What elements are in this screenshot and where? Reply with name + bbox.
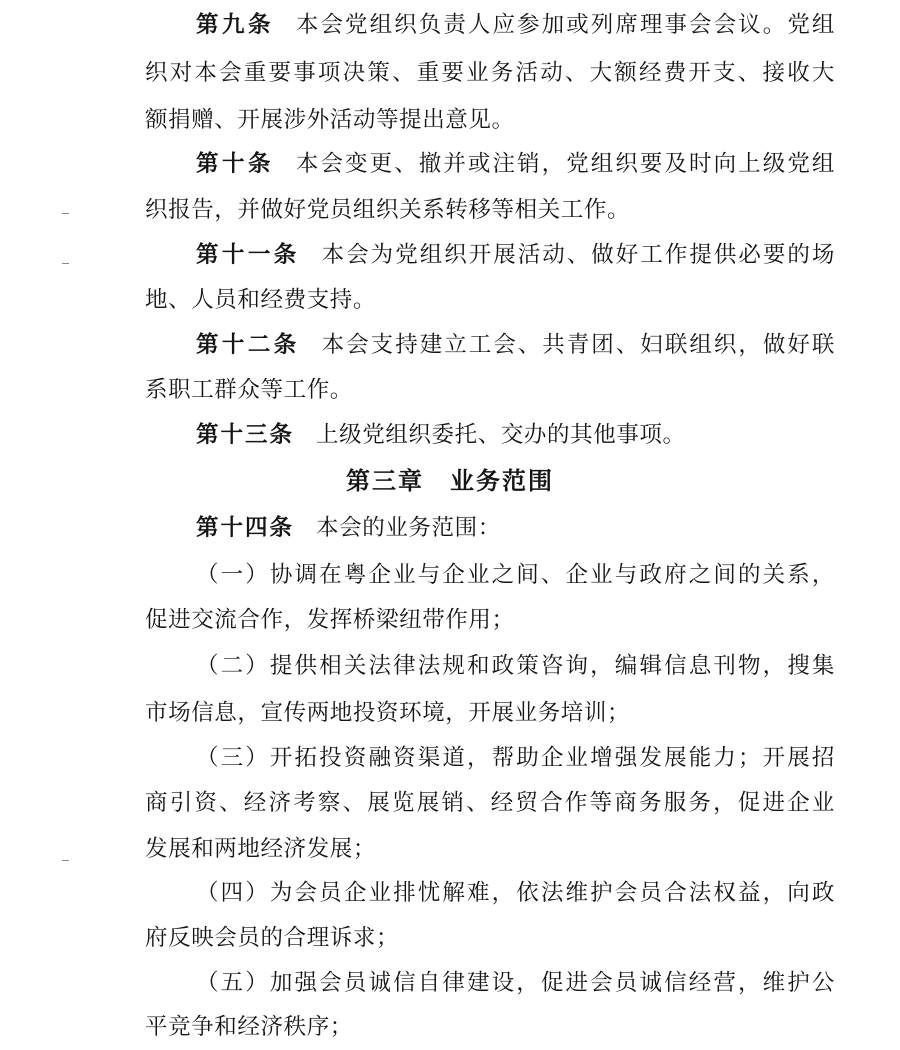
article-11-line-1: [196, 232, 835, 278]
article-10-text-2: 织报告，并做好党员组织关系转移等相关工作。: [145, 197, 631, 223]
scope-item-1-line-1: [196, 552, 835, 598]
margin-mark: [62, 263, 69, 264]
article-11-label: 第十一条: [196, 242, 300, 268]
article-9-text-1: 本会党组织负责人应参加或列席理事会会议。党组: [295, 12, 835, 38]
scope-item-3-line-3: [145, 826, 835, 872]
article-10-line-2: [145, 187, 835, 233]
article-12-line-1: [196, 322, 835, 368]
article-12-text-2: 系职工群众等工作。: [145, 377, 353, 403]
article-9-line-2: [145, 50, 835, 96]
article-9-line-3: [145, 97, 835, 143]
article-10-text-1: 本会变更、撤并或注销，党组织要及时向上级党组: [295, 151, 835, 177]
article-10-label: 第十条: [196, 151, 274, 177]
scope-item-3-line-1: [196, 735, 835, 781]
article-13-text-1: 上级党组织委托、交办的其他事项。: [316, 422, 686, 448]
article-9-text-2: 织对本会重要事项决策、重要业务活动、大额经费开支、接收大: [145, 60, 835, 86]
article-9-label: 第九条: [196, 12, 274, 38]
article-12-text-1: 本会支持建立工会、共青团、妇联组织，做好联: [321, 332, 835, 358]
article-11-text-2: 地、人员和经费支持。: [145, 287, 377, 313]
article-9-text-3: 额捐赠、开展涉外活动等提出意见。: [145, 107, 515, 133]
scope-item-4-text-2: 府反映会员的合理诉求；: [145, 925, 400, 951]
article-13-label: 第十三条: [196, 422, 295, 448]
scope-item-2-text-1: （二）提供相关法律法规和政策咨询，编辑信息刊物，搜集: [196, 653, 835, 679]
article-12-label: 第十二条: [196, 332, 300, 358]
scope-item-5-line-1: [196, 960, 835, 1006]
scope-item-3-text-3: 发展和两地经济发展；: [145, 836, 377, 862]
scope-item-1-text-2: 促进交流合作，发挥桥梁纽带作用；: [145, 607, 515, 633]
article-14-line-1: [196, 505, 835, 551]
article-9-line-1: [196, 2, 835, 48]
article-12-line-2: [145, 367, 835, 413]
scope-item-4-line-1: [196, 870, 835, 916]
article-14-text-1: 本会的业务范围：: [316, 515, 501, 541]
scope-item-4-text-1: （四）为会员企业排忧解难，依法维护会员合法权益，向政: [196, 880, 835, 906]
scope-item-2-text-2: 市场信息，宣传两地投资环境，开展业务培训；: [145, 700, 631, 726]
scope-item-2-line-1: [196, 643, 835, 689]
margin-mark: [62, 213, 69, 214]
scope-item-3-text-2: 商引资、经济考察、展览展销、经贸合作等商务服务，促进企业: [145, 790, 835, 816]
margin-mark: [62, 860, 69, 861]
scope-item-3-line-2: [145, 780, 835, 826]
article-10-line-1: [196, 141, 835, 187]
scope-item-3-text-1: （三）开拓投资融资渠道，帮助企业增强发展能力；开展招: [196, 745, 835, 771]
chapter-heading: 第三章 业务范围: [346, 466, 554, 495]
scope-item-5-line-2: [145, 1004, 835, 1050]
scope-item-2-line-2: [145, 690, 835, 736]
scope-item-4-line-2: [145, 915, 835, 961]
article-14-label: 第十四条: [196, 515, 295, 541]
scope-item-1-text-1: （一）协调在粤企业与企业之间、企业与政府之间的关系，: [196, 562, 835, 588]
article-11-line-2: [145, 277, 835, 323]
article-13-line-1: [196, 412, 835, 458]
scope-item-5-text-1: （五）加强会员诚信自律建设，促进会员诚信经营，维护公: [196, 970, 835, 996]
scope-item-1-line-2: [145, 597, 835, 643]
article-11-text-1: 本会为党组织开展活动、做好工作提供必要的场: [321, 242, 835, 268]
scope-item-5-text-2: 平竞争和经济秩序；: [145, 1014, 353, 1040]
